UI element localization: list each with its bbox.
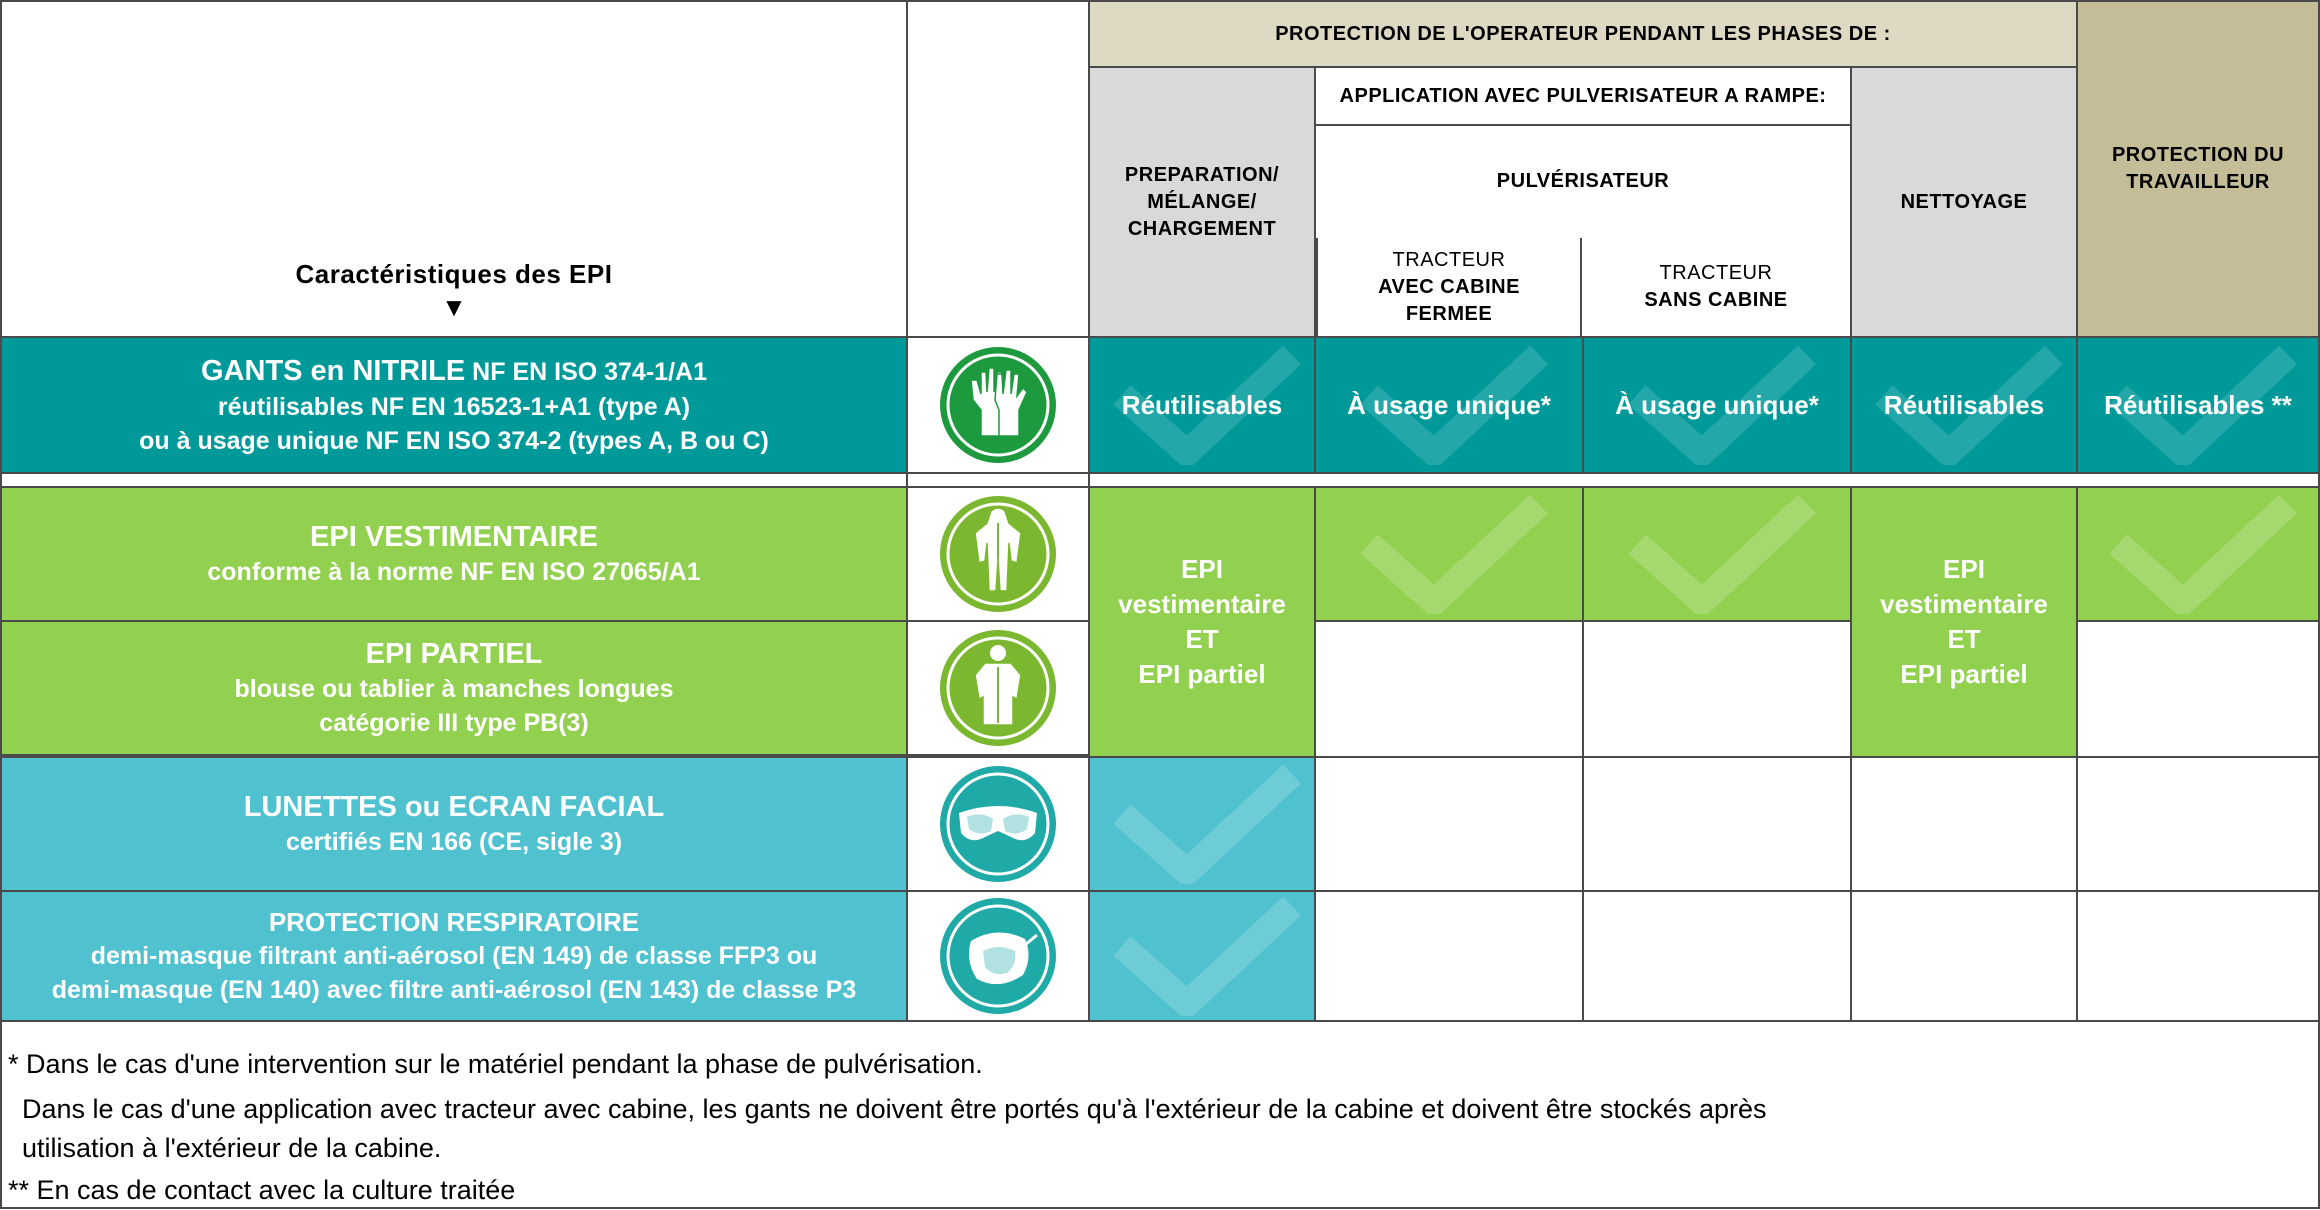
gants-nettoyage: Réutilisables: [1850, 336, 2078, 474]
gants-line-2: réutilisables NF EN 16523-1+A1 (type A): [217, 392, 691, 421]
row-partiel-icon-cell: [906, 620, 1090, 756]
row-lunettes-label: [0, 756, 908, 892]
gants-tracteur-sans-cabine: À usage unique*: [1582, 336, 1852, 474]
header-tracteur-cabine: TRACTEUR AVEC CABINE FERMEE: [1316, 238, 1582, 338]
respiratoire-title: PROTECTION RESPIRATOIRE: [268, 907, 640, 937]
respiratoire-tracteur-sans-cabine: [1582, 890, 1852, 1022]
partiel-tracteur-sans-cabine: [1582, 620, 1852, 758]
row-partiel-label: [0, 620, 908, 756]
header-protection-travailleur: PROTECTION DU TRAVAILLEUR: [2076, 0, 2320, 338]
footnote-1: * Dans le cas d'une intervention sur le matériel pendant la phase de pulvérisation.: [8, 1049, 983, 1079]
respiratoire-travailleur: [2076, 890, 2320, 1022]
partiel-line-2: blouse ou tablier à manches longues: [234, 675, 674, 703]
header-nettoyage: NETTOYAGE: [1850, 66, 2078, 338]
respiratoire-tracteur-cabine: [1314, 890, 1584, 1022]
check-watermark-icon: [1617, 494, 1817, 614]
partiel-line-3: catégorie III type PB(3): [319, 709, 589, 737]
gants-preparation: Réutilisables: [1088, 336, 1316, 474]
preparation-line-2: MÉLANGE/: [1147, 190, 1257, 213]
row-gants-label: [0, 336, 908, 474]
check-watermark-icon: [1102, 896, 1302, 1016]
row-respiratoire-label: [0, 890, 908, 1022]
header-caracteristiques: [0, 0, 908, 338]
lunettes-preparation: [1088, 756, 1316, 892]
footnote-4: ** En cas de contact avec la culture traitée: [8, 1175, 516, 1205]
vestimentaire-tracteur-sans-cabine: [1582, 486, 1852, 622]
row-vestimentaire-label: [0, 486, 908, 622]
vestimentaire-tracteur-cabine: [1314, 486, 1584, 622]
footnote-3: utilisation à l'extérieur de la cabine.: [22, 1133, 442, 1163]
apron-icon: [937, 627, 1059, 749]
header-icon-column: [906, 0, 1090, 338]
header-preparation: [1088, 66, 1316, 338]
gants-travailleur: Réutilisables **: [2076, 336, 2320, 474]
preparation-line-3: CHARGEMENT: [1127, 217, 1277, 240]
header-application-rampe: APPLICATION AVEC PULVERISATEUR A RAMPE:: [1314, 66, 1852, 126]
respiratoire-nettoyage: [1850, 890, 2078, 1022]
respiratoire-line-2: demi-masque filtrant anti-aérosol (EN 149) de classe FFP3 ou: [90, 942, 818, 970]
check-watermark-icon: [1102, 764, 1302, 884]
vestimentaire-travailleur: [2076, 486, 2320, 622]
lunettes-title: LUNETTES ou ECRAN FACIAL: [243, 791, 665, 823]
gants-line-3: ou à usage unique NF EN ISO 374-2 (types A, B ou C): [139, 426, 769, 455]
partiel-tracteur-cabine: [1314, 620, 1584, 758]
row-gants-icon-cell: [906, 336, 1090, 474]
lunettes-nettoyage: [1850, 756, 2078, 892]
goggles-icon: [937, 763, 1059, 885]
header-pulverisateur: PULVÉRISATEUR: [1316, 126, 1850, 236]
epi-merged-preparation: EPI vestimentaire ET EPI partiel: [1088, 486, 1316, 758]
footnote-2: Dans le cas d'une application avec tracteur avec cabine, les gants ne doivent être portés qu'à l'extérieur de la cabine et doivent être stockés après: [22, 1094, 1767, 1124]
vestimentaire-title: EPI VESTIMENTAIRE: [310, 521, 598, 553]
epi-merged-nettoyage: EPI vestimentaire ET EPI partiel: [1850, 486, 2078, 758]
respirator-icon: [937, 895, 1059, 1017]
lunettes-travailleur: [2076, 756, 2320, 892]
partiel-travailleur: [2076, 620, 2320, 758]
row-respiratoire-icon-cell: [906, 890, 1090, 1022]
header-protection-operateur: PROTECTION DE L'OPERATEUR PENDANT LES PHASES DE :: [1088, 0, 2078, 68]
vestimentaire-line-2: conforme à la norme NF EN ISO 27065/A1: [207, 558, 701, 586]
coverall-icon: [937, 493, 1059, 615]
gants-tracteur-cabine: À usage unique*: [1314, 336, 1584, 474]
header-tracteur-sans-cabine: TRACTEUR SANS CABINE: [1582, 238, 1852, 338]
row-vestimentaire-icon-cell: [906, 486, 1090, 622]
lunettes-tracteur-cabine: [1314, 756, 1584, 892]
caracteristiques-label: Caractéristiques des EPI: [295, 259, 613, 289]
partiel-title: EPI PARTIEL: [365, 638, 543, 670]
gants-title: GANTS en NITRILE: [201, 354, 466, 387]
row-lunettes-icon-cell: [906, 756, 1090, 892]
gants-norme: NF EN ISO 374-1/A1: [465, 357, 707, 386]
lunettes-tracteur-sans-cabine: [1582, 756, 1852, 892]
check-watermark-icon: [1349, 494, 1549, 614]
respiratoire-preparation: [1088, 890, 1316, 1022]
down-arrow-icon: ▼: [441, 292, 467, 322]
check-watermark-icon: [2098, 494, 2298, 614]
preparation-line-1: PREPARATION/: [1124, 163, 1280, 186]
respiratoire-line-3: demi-masque (EN 140) avec filtre anti-aérosol (EN 143) de classe P3: [51, 976, 857, 1004]
lunettes-line-2: certifiés EN 166 (CE, sigle 3): [285, 828, 623, 856]
gloves-icon: [937, 344, 1059, 466]
